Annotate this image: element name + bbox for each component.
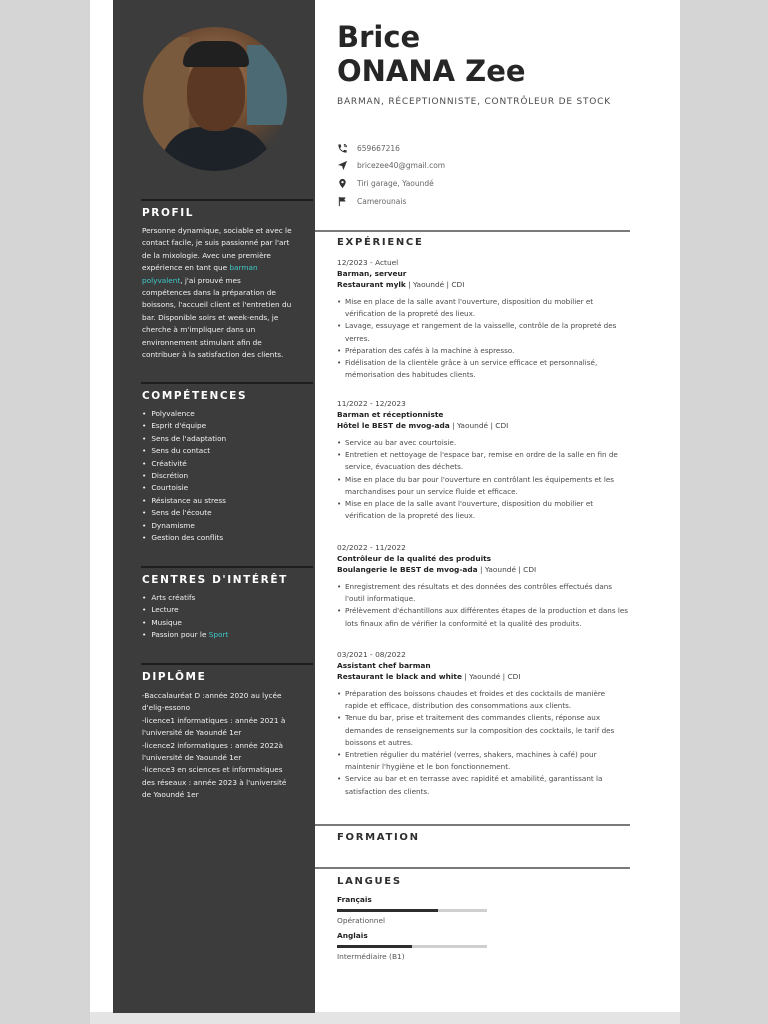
job-bullets [337, 581, 629, 630]
divider [315, 824, 630, 826]
job-bullet: • Service au bar avec courtoisie. [337, 437, 629, 449]
profile-photo [143, 27, 287, 171]
contact-email[interactable] [337, 158, 445, 172]
language-bar [337, 909, 487, 912]
job-details: | Yaoundé | CDI [405, 280, 465, 289]
job-role: Assistant chef barman [337, 661, 431, 670]
job-company [337, 671, 629, 682]
send-icon [337, 160, 348, 171]
diplome-text [142, 690, 292, 802]
langues-heading: LANGUES [337, 876, 402, 887]
contact-text: Camerounais [357, 196, 407, 206]
interest-link[interactable]: Sport [208, 630, 229, 640]
skill-item: • Courtoisie [142, 482, 226, 494]
job-date: 12/2023 - Actuel [337, 258, 399, 267]
last-name: ONANA Zee [337, 54, 526, 88]
language-item [337, 931, 487, 962]
job-bullet: • Fidélisation de la clientèle grâce à un service efficace et personnalisé, mémorisation des habitudes clients. [337, 357, 629, 381]
experience-item [337, 257, 629, 381]
language-bar [337, 945, 487, 948]
interest-item: • Arts créatifs [142, 592, 228, 604]
contact-text: bricezee40@gmail.com [357, 160, 446, 170]
skill-item: • Résistance au stress [142, 495, 226, 507]
job-role: Barman et réceptionniste [337, 410, 444, 419]
diplome-heading: DIPLÔME [142, 671, 207, 683]
job-details: | Yaoundé | CDI [449, 421, 509, 430]
language-level: Intermédiaire (B1) [337, 952, 405, 961]
contact-phone[interactable] [337, 141, 400, 155]
interets-list [142, 592, 228, 642]
diploma-line: -licence1 informatiques : année 2021 à l'université de Yaoundé 1er [142, 715, 286, 738]
contact-text: 659667216 [357, 143, 400, 153]
experience-heading: EXPÉRIENCE [337, 237, 424, 248]
job-title: BARMAN, RÉCEPTIONNISTE, CONTRÔLEUR DE STOCK [337, 97, 611, 107]
job-role: Contrôleur de la qualité des produits [337, 554, 492, 563]
experience-item [337, 398, 629, 522]
job-details: | Yaoundé | CDI [461, 672, 521, 681]
divider [315, 867, 630, 869]
skill-item: • Sens de l'écoute [142, 507, 226, 519]
language-name: Français [337, 895, 372, 904]
job-bullet: • Mise en place de la salle avant l'ouverture, disposition du mobilier et vérification de la propreté des lieux. [337, 296, 629, 320]
divider [141, 566, 313, 568]
company-name: Restaurant mylk [337, 280, 406, 289]
profil-text: Personne dynamique, sociable et avec le contact facile, je suis passionné par l'art de la mixologie. Avec une première expérience en tant que barman polyvalent, j'ai prouvé mes compétences dans la préparation de boissons, l'accueil client et l'entretien du bar. Disponible soirs et week-ends, je cherche à m'impliquer dans un environnement stimulant afin de contribuer à la satisfaction des clients. [142, 226, 292, 360]
job-bullet: • Entretien régulier du matériel (verres, shakers, machines à café) pour maintenir l'hygiène et le bon fonctionnement. [337, 749, 629, 773]
interest-item: • Lecture [142, 604, 228, 616]
job-bullet: • Enregistrement des résultats et des données des contrôles effectués dans l'outil informatique. [337, 581, 629, 605]
divider [141, 663, 313, 665]
diploma-line: -Baccalauréat D :année 2020 au lycée d'elig-essono [142, 691, 282, 713]
contact-address [337, 176, 434, 190]
language-bar-fill [337, 945, 412, 948]
interest-item: • Musique [142, 617, 228, 629]
experience-item [337, 542, 629, 630]
skill-item: • Discrétion [142, 470, 226, 482]
experience-item [337, 649, 629, 798]
phone-icon [337, 143, 348, 154]
job-bullet: • Service au bar et en terrasse avec rapidité et amabilité, garantissant la satisfaction des clients. [337, 773, 629, 797]
formation-heading: FORMATION [337, 832, 420, 843]
divider [141, 199, 313, 201]
job-bullet: • Préparation des boissons chaudes et froides et des cocktails de manière rapide et efficace, distribution des consommations aux clients. [337, 688, 629, 712]
job-date: 11/2022 - 12/2023 [337, 399, 406, 408]
job-bullet: • Prélèvement d'échantillons aux différentes étapes de la production et dans les lots finaux afin de vérifier la conformité et la qualité des produits. [337, 605, 629, 629]
skill-item: • Sens de l'adaptation [142, 433, 226, 445]
job-bullet: • Tenue du bar, prise et traitement des commandes clients, réponse aux demandes de renseignements sur la composition des cocktails, le tarif des boissons et autres. [337, 712, 629, 749]
page-edge [90, 1012, 680, 1024]
job-details: | Yaoundé | CDI [477, 565, 537, 574]
company-name: Restaurant le black and white [337, 672, 462, 681]
diploma-line: -licence3 en sciences et informatiques des réseaux : année 2023 à l'université de Yaoundé 1er [142, 765, 287, 800]
competences-list [142, 408, 226, 544]
company-name: Boulangerie le BEST de mvog-ada [337, 565, 478, 574]
divider [315, 230, 630, 232]
job-date: 03/2021 - 08/2022 [337, 650, 406, 659]
interets-heading: CENTRES D'INTÉRÊT [142, 574, 288, 586]
language-item [337, 895, 487, 926]
job-role: Barman, serveur [337, 269, 407, 278]
flag-icon [337, 196, 348, 207]
competences-heading: COMPÉTENCES [142, 390, 248, 402]
job-bullet: • Lavage, essuyage et rangement de la vaisselle, contrôle de la propreté des verres. [337, 320, 629, 344]
skill-item: • Créativité [142, 458, 226, 470]
job-bullet: • Préparation des cafés à la machine à espresso. [337, 345, 629, 357]
skill-item: • Polyvalence [142, 408, 226, 420]
job-bullets [337, 437, 629, 522]
job-company [337, 279, 629, 290]
skill-item: • Dynamisme [142, 520, 226, 532]
contact-text: Tiri garage, Yaoundé [357, 178, 434, 188]
sidebar [113, 0, 315, 1013]
profil-link[interactable]: barman polyvalent [142, 263, 258, 285]
job-date: 02/2022 - 11/2022 [337, 543, 406, 552]
job-bullet: • Mise en place du bar pour l'ouverture en contrôlant les équipements et les marchandises pour un service fluide et efficace. [337, 474, 629, 498]
job-company [337, 420, 629, 431]
job-bullets [337, 688, 629, 798]
language-name: Anglais [337, 931, 368, 940]
skill-item: • Sens du contact [142, 445, 226, 457]
skill-item: • Esprit d'équipe [142, 420, 226, 432]
job-bullet: • Mise en place de la salle avant l'ouverture, disposition du mobilier et vérification de la propreté des lieux. [337, 498, 629, 522]
location-pin-icon [337, 178, 348, 189]
language-bar-fill [337, 909, 438, 912]
first-name: Brice [337, 20, 421, 54]
job-company [337, 564, 629, 575]
profil-heading: PROFIL [142, 207, 195, 219]
job-bullets [337, 296, 629, 381]
language-level: Opérationnel [337, 916, 386, 925]
job-bullet: • Entretien et nettoyage de l'espace bar, remise en ordre de la salle en fin de service, évacuation des déchets. [337, 449, 629, 473]
diploma-line: -licence2 informatiques : année 2022à l'université de Yaoundé 1er [142, 740, 284, 763]
company-name: Hôtel le BEST de mvog-ada [337, 421, 450, 430]
contact-nationality [337, 194, 406, 208]
divider [141, 382, 313, 384]
skill-item: • Gestion des conflits [142, 532, 226, 544]
interest-item: • Passion pour le Sport [142, 629, 228, 641]
